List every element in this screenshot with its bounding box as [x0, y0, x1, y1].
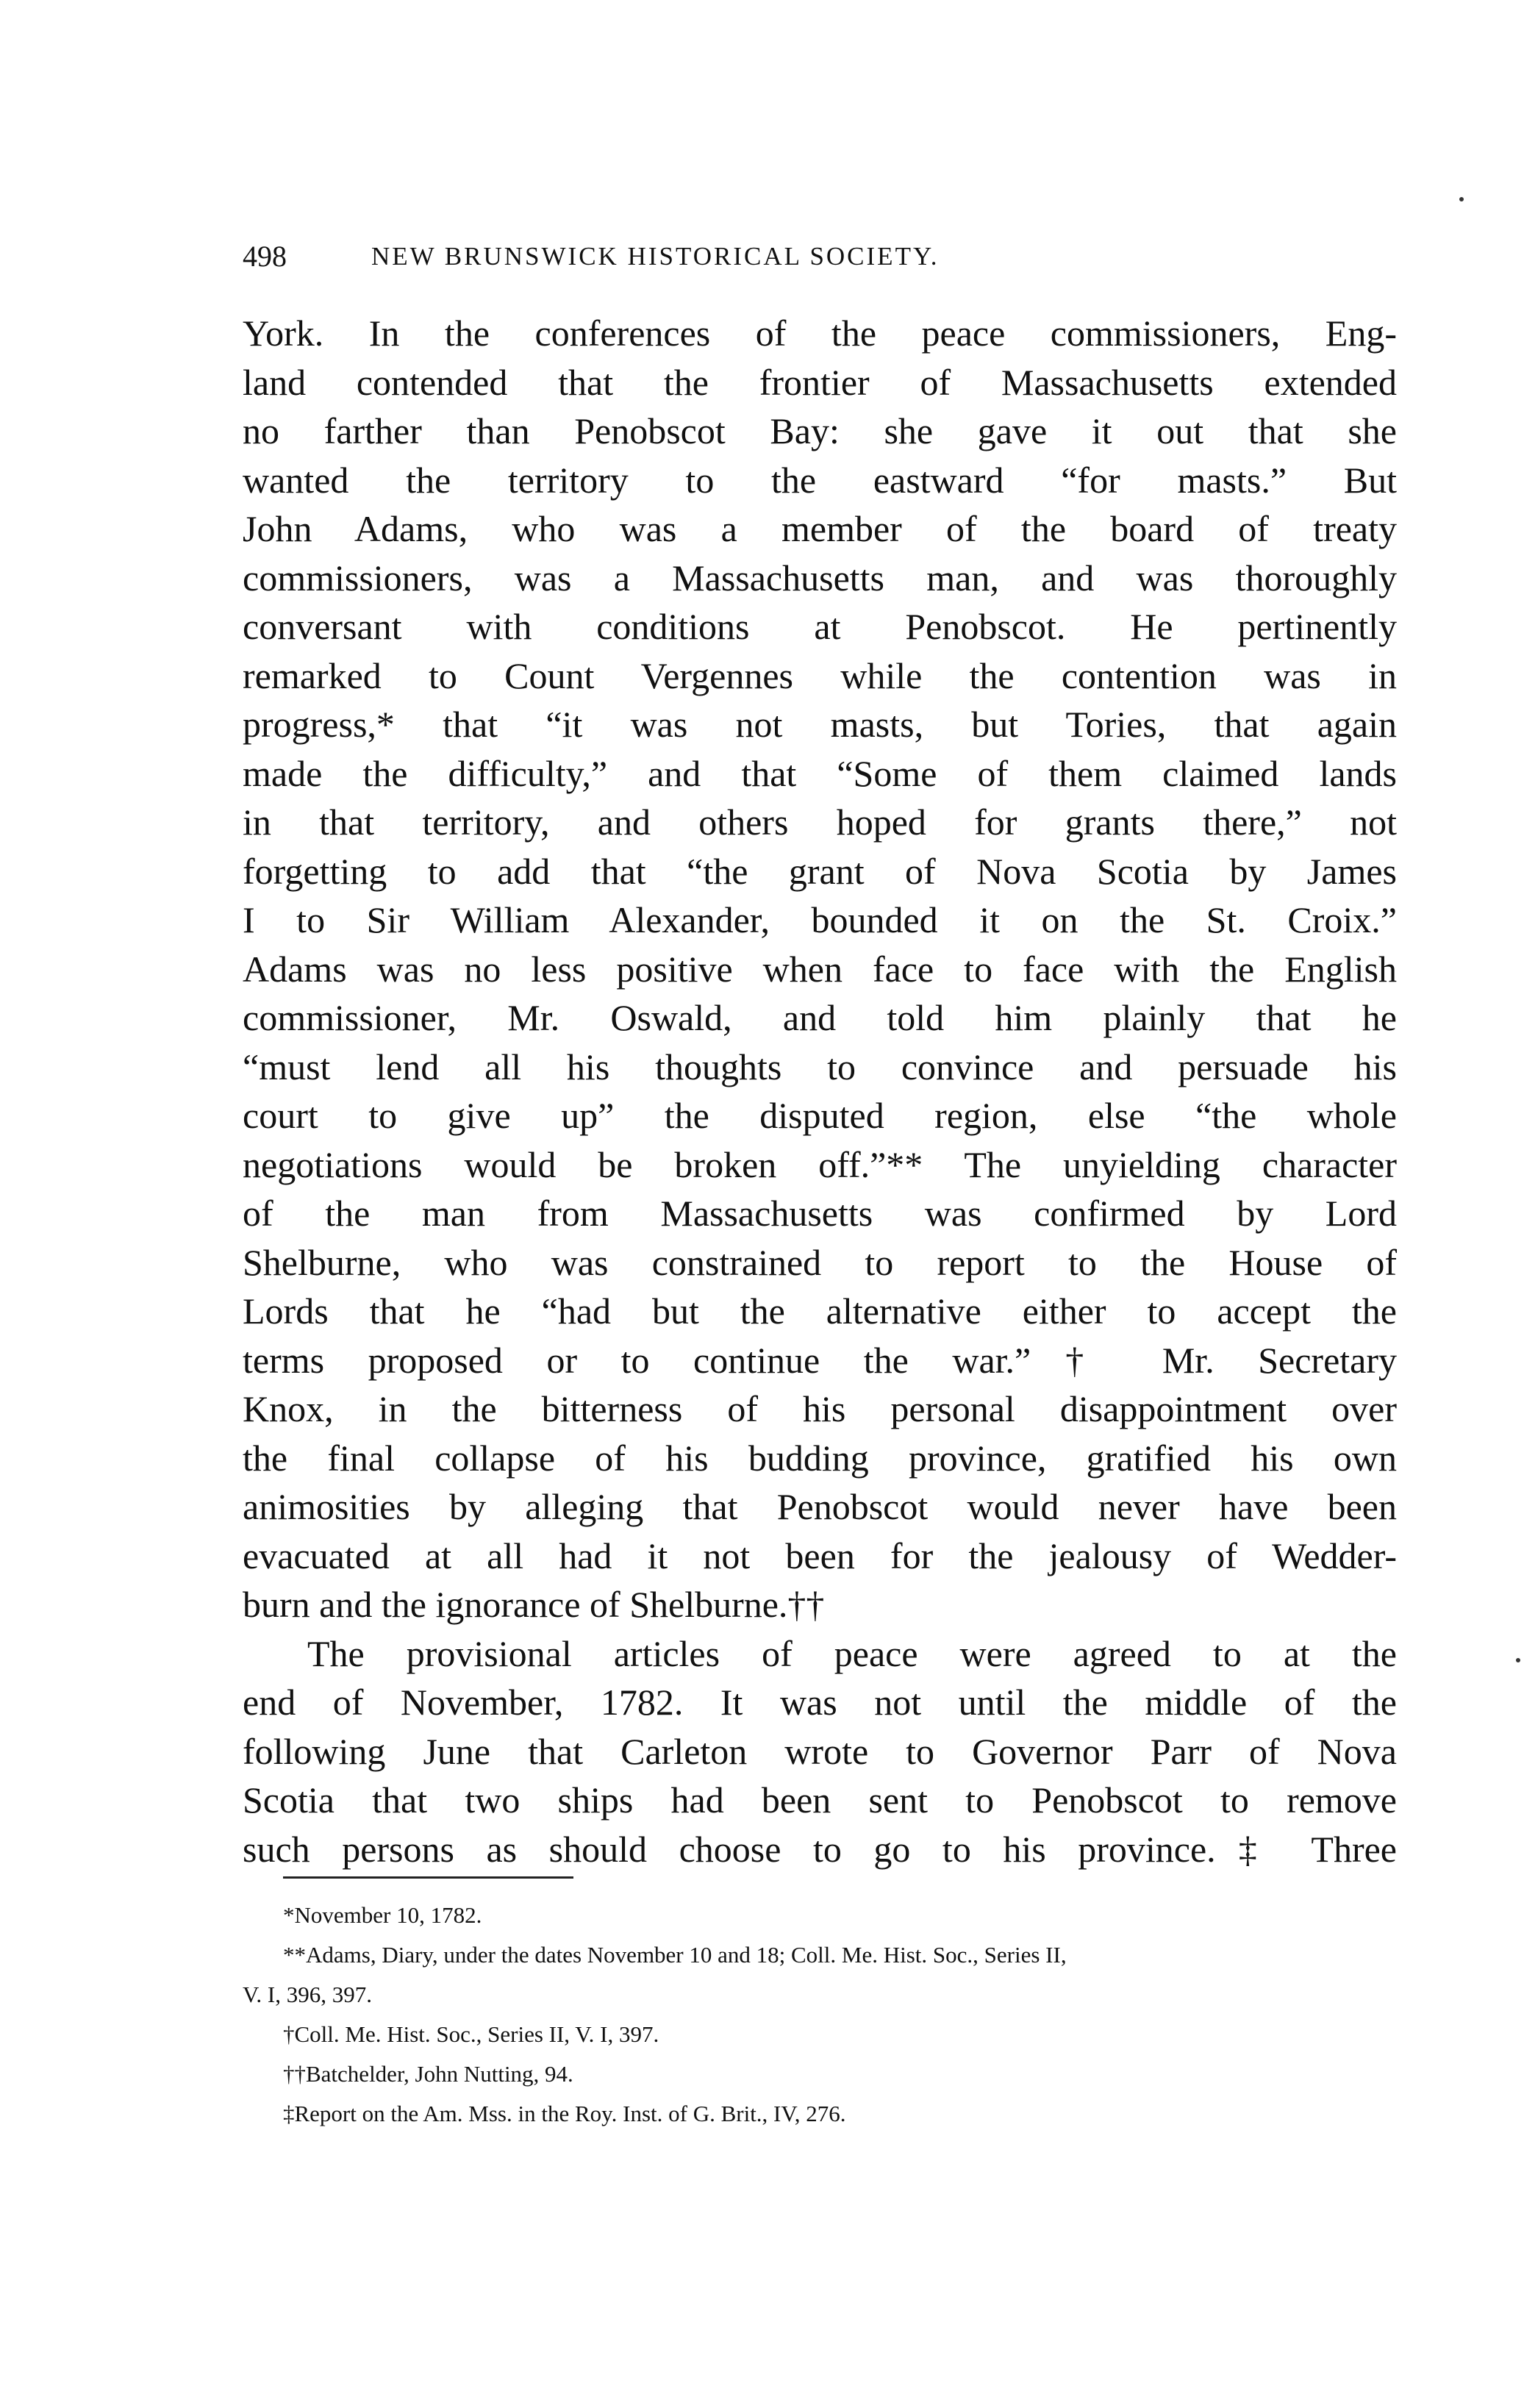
footnote: †Coll. Me. Hist. Soc., Series II, V. I, 397. — [283, 2021, 659, 2047]
footnote-continuation: V. I, 396, 397. — [243, 1982, 372, 2007]
text-line: in that territory, and others hoped for grants there,” not — [243, 801, 1397, 843]
text-line: remarked to Count Vergennes while the contention was in — [243, 654, 1397, 696]
text-line: John Adams, who was a member of the board of treaty — [243, 508, 1397, 549]
text-line: no farther than Penobscot Bay: she gave it out that she — [243, 410, 1397, 451]
paragraph-end-line: burn and the ignorance of Shelburne.†† — [243, 1584, 825, 1625]
text-line: evacuated at all had it not been for the jealousy of Wedder- — [243, 1535, 1397, 1576]
text-line: conversant with conditions at Penobscot. He pertinently — [243, 606, 1397, 647]
text-line: animosities by alleging that Penobscot would never have been — [243, 1486, 1397, 1527]
footnotes — [243, 1896, 1397, 2134]
text-line: commissioners, was a Massachusetts man, and was thoroughly — [243, 557, 1397, 599]
page-number: 498 — [243, 240, 287, 273]
text-line: following June that Carleton wrote to Governor Parr of Nova — [243, 1730, 1397, 1772]
print-speck — [1459, 197, 1464, 201]
text-line: court to give up” the disputed region, else “the whole — [243, 1095, 1397, 1136]
text-line: of the man from Massachusetts was confirmed by Lord — [243, 1193, 1397, 1234]
text-line: I to Sir William Alexander, bounded it on the St. Croix.” — [243, 899, 1397, 940]
text-line: made the difficulty,” and that “Some of them claimed lands — [243, 752, 1397, 794]
footnote: **Adams, Diary, under the dates November 10 and 18; Coll. Me. Hist. Soc., Series II, — [283, 1942, 1067, 1968]
text-line: Scotia that two ships had been sent to Penobscot to remove — [243, 1779, 1397, 1821]
text-line: land contended that the frontier of Massachusetts extended — [243, 361, 1397, 403]
text-line: York. In the conferences of the peace commissioners, Eng- — [243, 312, 1397, 354]
footnote-divider — [283, 1876, 573, 1879]
text-line: progress,* that “it was not masts, but Tories, that again — [243, 704, 1397, 745]
running-head: NEW BRUNSWICK HISTORICAL SOCIETY. — [371, 242, 940, 271]
footnote: ††Batchelder, John Nutting, 94. — [283, 2061, 573, 2087]
text-line: wanted the territory to the eastward “for masts.” But — [243, 459, 1397, 501]
page-header — [243, 239, 1397, 283]
print-speck — [1516, 1658, 1520, 1662]
text-line: Lords that he “had but the alternative either to accept the — [243, 1290, 1397, 1332]
text-line: “must lend all his thoughts to convince and persuade his — [243, 1046, 1397, 1087]
text-line: forgetting to add that “the grant of Nova Scotia by James — [243, 850, 1397, 892]
text-line: Adams was no less positive when face to face with the English — [243, 948, 1397, 990]
text-line: end of November, 1782. It was not until the middle of the — [243, 1682, 1397, 1723]
text-line: Shelburne, who was constrained to report to the House of — [243, 1241, 1397, 1283]
body-text — [243, 309, 1397, 1873]
text-line: negotiations would be broken off.”** The unyielding character — [243, 1143, 1397, 1185]
text-line: such persons as should choose to go to his province.‡ Three — [243, 1828, 1397, 1870]
footnote: ‡Report on the Am. Mss. in the Roy. Inst. of G. Brit., IV, 276. — [283, 2101, 846, 2126]
footnote: *November 10, 1782. — [283, 1902, 482, 1928]
text-line: terms proposed or to continue the war.”† Mr. Secretary — [243, 1339, 1397, 1381]
text-line: Knox, in the bitterness of his personal disappointment over — [243, 1388, 1397, 1429]
paragraph-start-line: The provisional articles of peace were agreed to at the — [307, 1632, 1397, 1674]
text-line: the final collapse of his budding province, gratified his own — [243, 1437, 1397, 1479]
text-line: commissioner, Mr. Oswald, and told him plainly that he — [243, 997, 1397, 1038]
